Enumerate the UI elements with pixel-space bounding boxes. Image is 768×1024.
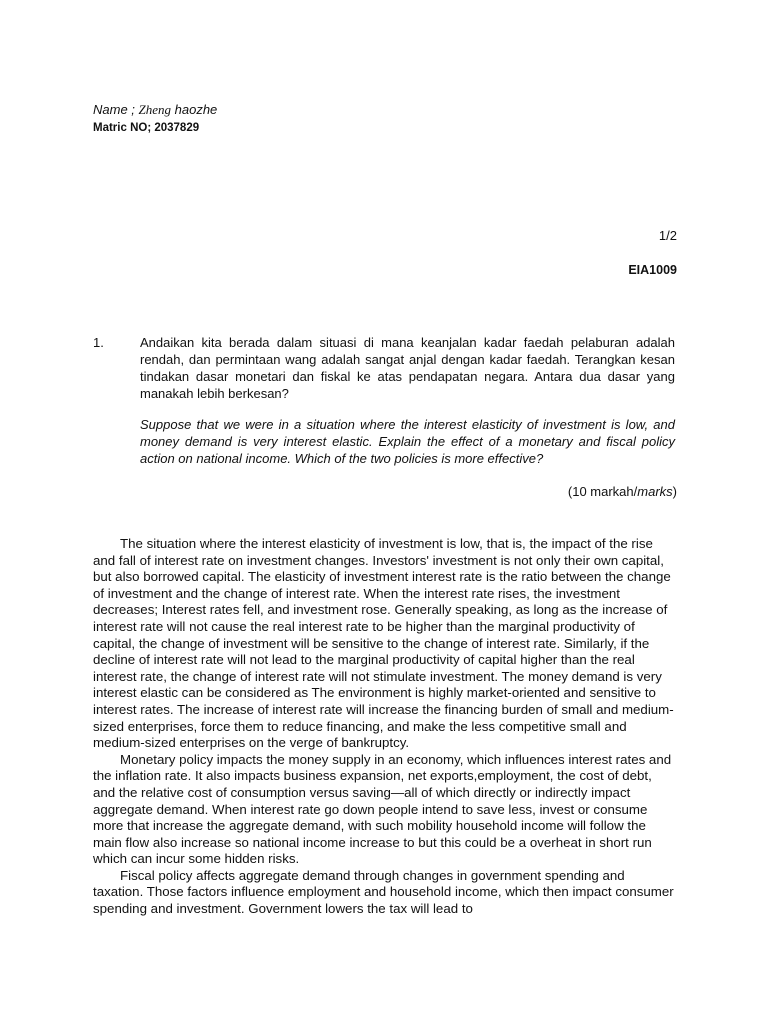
question-english-text: Suppose that we were in a situation where the interest elasticity of investment is low, and money demand is very interest elastic. Explain the effect of a monetary and fiscal policy action on national income. Which of the two policies is more effective? [140, 417, 675, 466]
marks-prefix: (10 markah/ [567, 484, 638, 499]
page-number: 1/2 [658, 228, 677, 243]
answer-paragraph-1: The situation where the interest elasticity of investment is low, that is, the impact of the rise and fall of interest rate on investment changes. Investors' investment is not only their own capital, but also borrowed capital. The elasticity of investment interest rate is the ratio between the change of investment and the change of interest rate. When the interest rate rises, the investment decreases; Interest rates fell, and investment rose. Generally speaking, as long as the increase of interest rate will not cause the real interest rate to be higher than the marginal productivity of capital, the change of investment will be sensitive to the change of interest rate. Similarly, if the decline of interest rate will not lead to the marginal productivity of capital higher than the real interest rate, the change of interest rate will not stimulate investment. The money demand is very interest elastic can be considered as The environment is highly market-oriented and sensitive to interest rates. The increase of interest rate will increase the financing burden of small and medium-sized enterprises, force them to reduce financing, and make the less competitive small and medium-sized enterprises on the verge of bankruptcy. [93, 536, 674, 751]
answer-paragraph-2: Monetary policy impacts the money supply in an economy, which influences interest rates and the inflation rate. It also impacts business expansion, net exports,employment, the cost of debt, and the relative cost of consumption versus saving—all of which directly or indirectly impact aggregate demand. When interest rate go down people intend to save less, invest or consume more that increase the aggregate demand, with such mobility household income will follow the main flow also increase so national income increase to but this could be a overheat in short run which can incur some hidden risks. [93, 751, 672, 867]
matric-number: Matric NO; 2037829 [93, 122, 200, 134]
question-malay-text: Andaikan kita berada dalam situasi di mana keanjalan kadar faedah pelaburan adalah rendah, dan permintaan wang adalah sangat anjal dengan kadar faedah. Terangkan kesan tindakan dasar monetari dan fiskal ke atas pendapatan negara. Antara dua dasar yang manakah lebih berkesan? [140, 335, 675, 401]
marks-italic: marks [637, 484, 673, 499]
question-marks [568, 483, 677, 500]
name-value-first: Zheng [138, 102, 172, 117]
course-code: EIA1009 [628, 263, 677, 277]
marks-suffix: ) [672, 484, 677, 499]
student-name [93, 102, 217, 118]
answer-body [93, 536, 677, 918]
name-value-rest: haozhe [171, 102, 218, 117]
name-label: Name ; [93, 102, 139, 117]
answer-paragraph-3: Fiscal policy affects aggregate demand through changes in government spending and taxation. Those factors influence employment and household income, which then impact consumer spending and investment. Government lowers the tax will lead to [93, 867, 674, 917]
question-number: 1. [93, 335, 104, 350]
